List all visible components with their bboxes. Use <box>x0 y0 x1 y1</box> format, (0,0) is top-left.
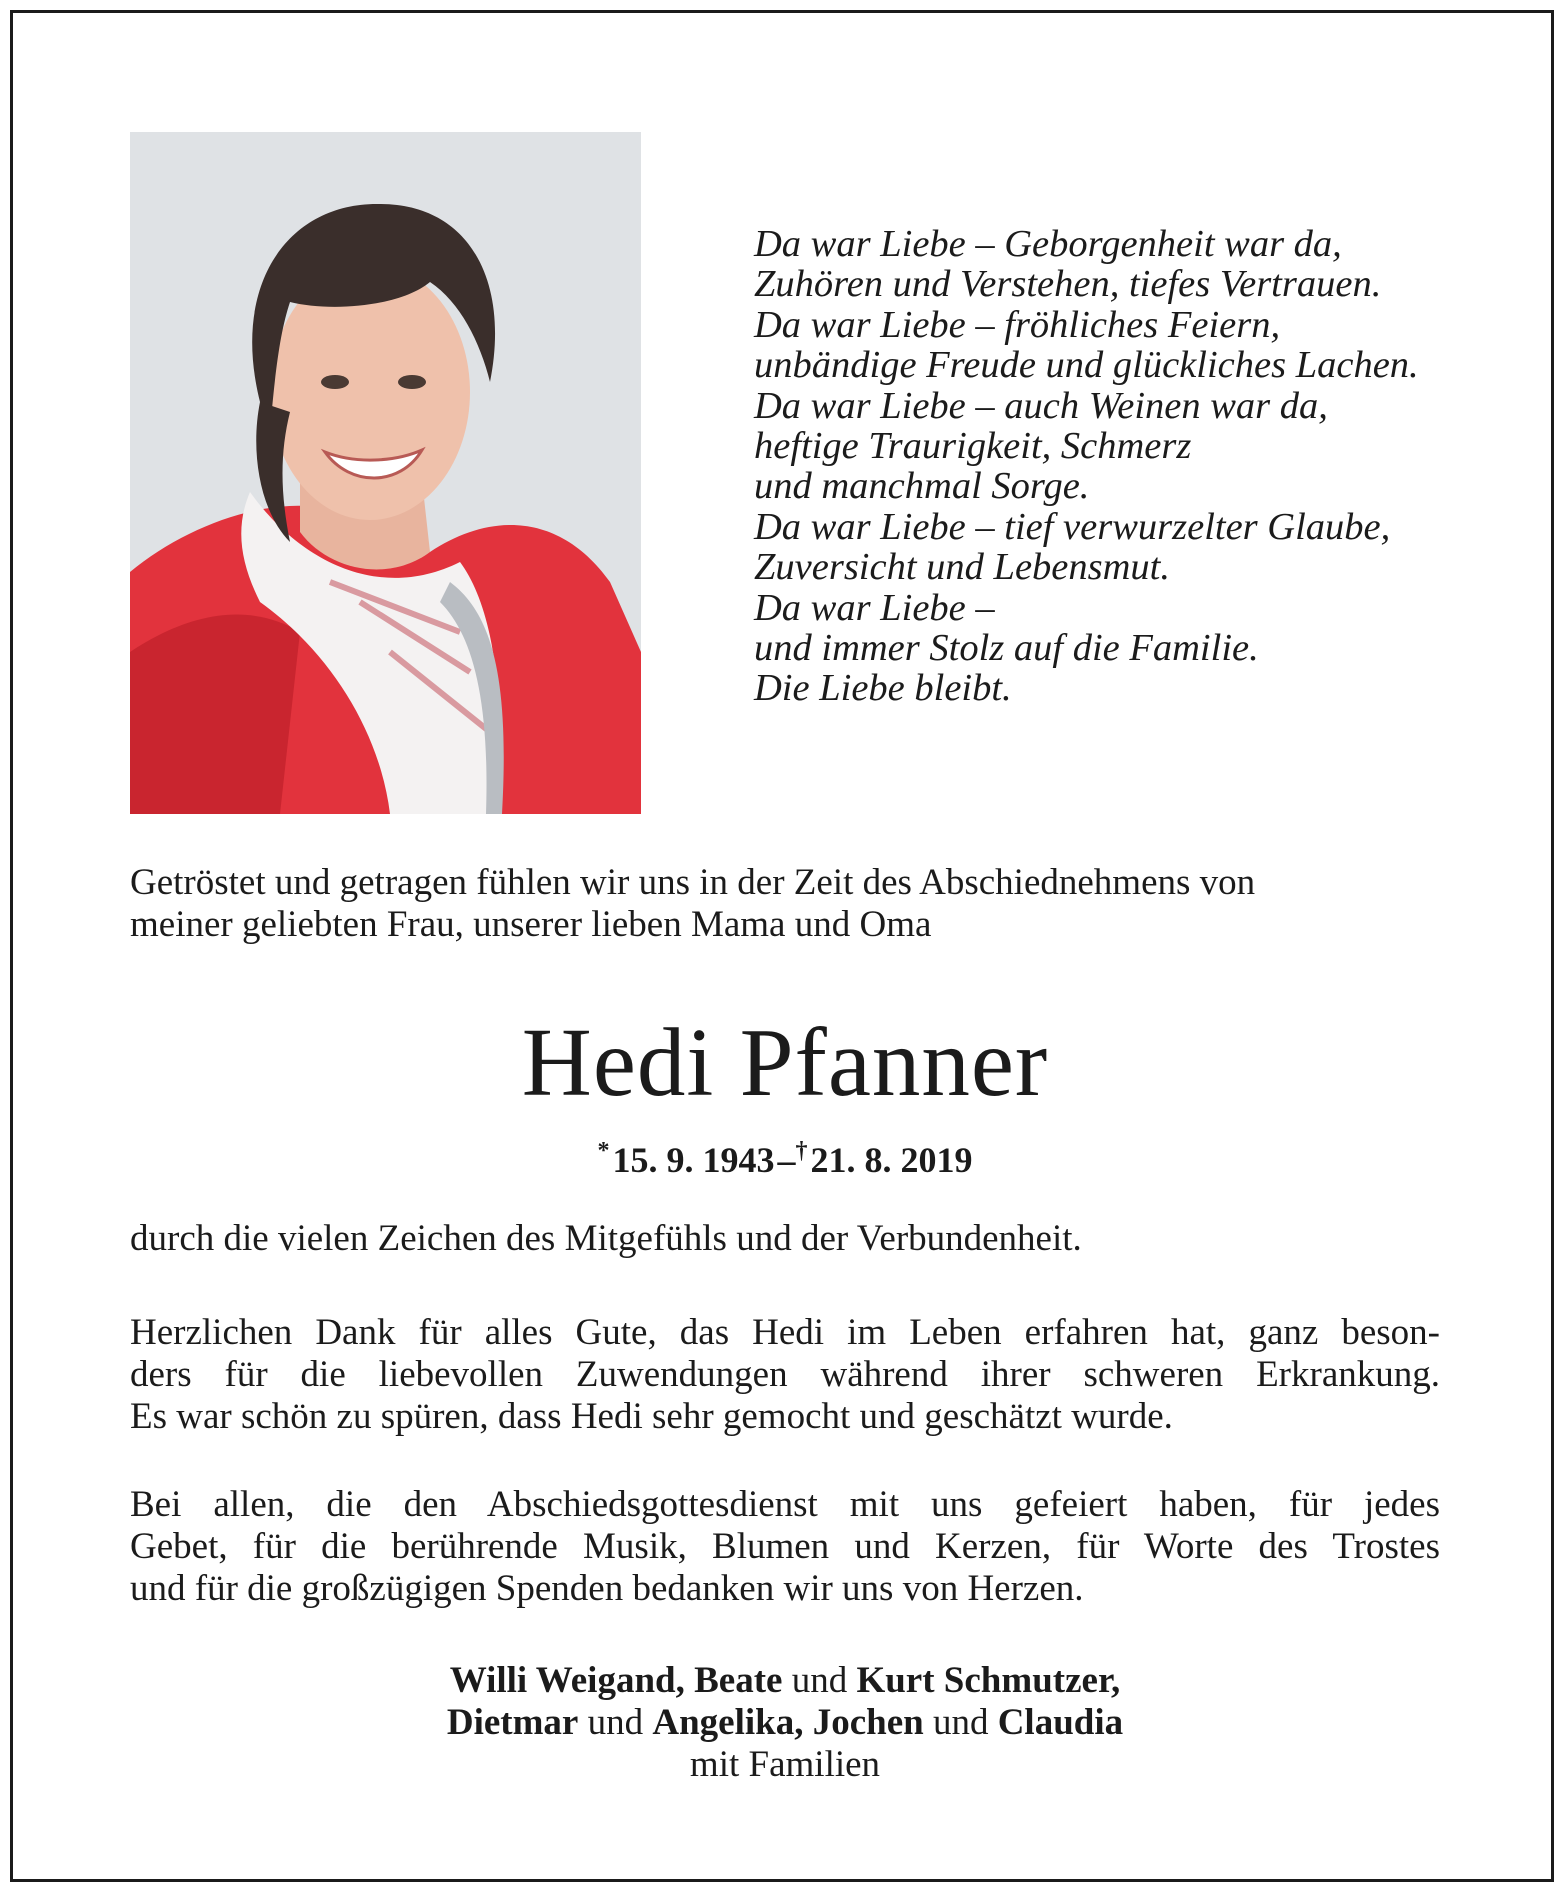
signature-line <box>130 1702 1440 1744</box>
sympathy-paragraph <box>130 1218 1440 1260</box>
signer-names: Claudia <box>997 1702 1124 1743</box>
portrait-photo <box>130 132 641 814</box>
poem-line: und immer Stolz auf die Familie. <box>754 627 1259 670</box>
poem-line: Die Liebe bleibt. <box>754 667 1012 710</box>
intro-text <box>130 862 1440 946</box>
death-date: 21. 8. 2019 <box>810 1140 973 1180</box>
deceased-name: Hedi Pfanner <box>521 1009 1049 1116</box>
poem-line: Da war Liebe – fröhliches Feiern, <box>754 303 1281 346</box>
intro-line: Getröstet und getragen fühlen wir uns in der Zeit des Abschiednehmens von <box>130 862 1256 903</box>
paragraph-line: ders für die liebevollen Zuwendungen während ihrer schweren Erkrankung. <box>130 1354 1440 1395</box>
thanks-paragraph <box>130 1312 1440 1438</box>
birth-symbol: * <box>597 1138 610 1164</box>
service-paragraph <box>130 1484 1440 1610</box>
paragraph-line: Gebet, für die berührende Musik, Blumen und Kerzen, für Worte des Trostes <box>130 1526 1440 1567</box>
poem-line: Zuversicht und Lebensmut. <box>754 546 1170 589</box>
poem-line: Da war Liebe – <box>754 586 995 629</box>
conjunction: und <box>782 1660 857 1701</box>
signature-line <box>130 1660 1440 1702</box>
signer-names: Willi Weigand, Beate <box>449 1660 783 1701</box>
paragraph-line: Bei allen, die den Abschiedsgottesdienst mit uns gefeiert haben, für jedes <box>130 1484 1440 1525</box>
poem-line: heftige Traurigkeit, Schmerz <box>754 425 1192 468</box>
paragraph-line: durch die vielen Zeichen des Mitgefühls und der Verbundenheit. <box>130 1218 1082 1259</box>
life-dates <box>130 1128 1440 1183</box>
signer-names: Angelika, Jochen <box>652 1702 924 1743</box>
portrait-illustration <box>130 132 641 814</box>
paragraph-line: und für die großzügigen Spenden bedanken wir uns von Herzen. <box>130 1568 1084 1609</box>
poem-line: Zuhören und Verstehen, tiefes Vertrauen. <box>754 263 1382 306</box>
signer-names: Dietmar <box>446 1702 579 1743</box>
poem-line: Da war Liebe – tief verwurzelter Glaube, <box>754 505 1391 548</box>
poem-line: unbändige Freude und glückliches Lachen. <box>754 344 1419 387</box>
poem-line: Da war Liebe – Geborgenheit war da, <box>754 223 1342 265</box>
poem <box>754 224 1474 709</box>
conjunction: und <box>923 1702 998 1743</box>
paragraph-line: Herzlichen Dank für alles Gute, das Hedi im Leben erfahren hat, ganz beson- <box>130 1312 1440 1353</box>
signer-names: Kurt Schmutzer, <box>856 1660 1121 1701</box>
conjunction: und <box>578 1702 653 1743</box>
paragraph-line: Es war schön zu spüren, dass Hedi sehr gemocht und geschätzt wurde. <box>130 1396 1173 1437</box>
poem-line: und manchmal Sorge. <box>754 465 1090 508</box>
intro-line: meiner geliebten Frau, unserer lieben Mama und Oma <box>130 904 932 945</box>
signature-block <box>130 1660 1440 1786</box>
date-separator: – <box>777 1140 796 1180</box>
birth-date: 15. 9. 1943 <box>612 1140 775 1180</box>
poem-line: Da war Liebe – auch Weinen war da, <box>754 384 1328 427</box>
signature-families: mit Familien <box>689 1744 881 1785</box>
death-symbol: † <box>795 1138 808 1164</box>
